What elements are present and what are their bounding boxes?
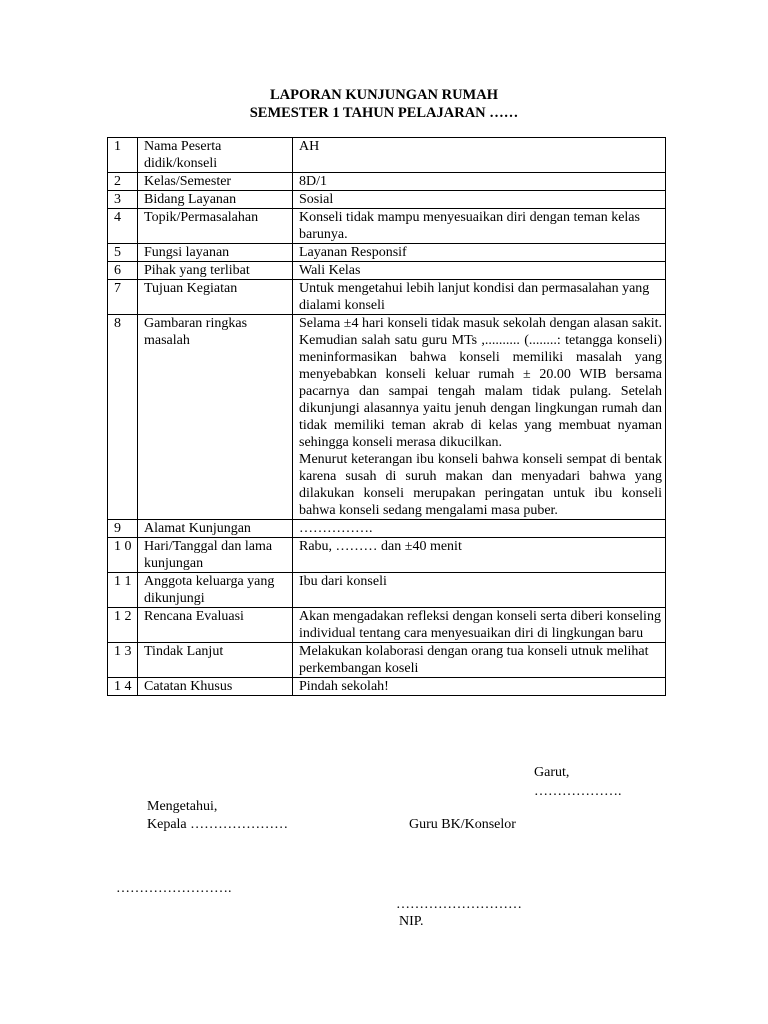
- row-number: 1 4: [108, 678, 138, 696]
- row-number: 5: [108, 244, 138, 262]
- row-number: 7: [108, 280, 138, 315]
- head-label: Kepala …………………: [147, 817, 289, 832]
- table-row: [108, 643, 666, 678]
- row-field: Alamat Kunjungan: [138, 520, 293, 538]
- row-number: 4: [108, 209, 138, 244]
- row-value: Sosial: [293, 191, 666, 209]
- row-number: 2: [108, 173, 138, 191]
- table-row: [108, 280, 666, 315]
- row-field: Topik/Permasalahan: [138, 209, 293, 244]
- table-row: [108, 244, 666, 262]
- row-value: Layanan Responsif: [293, 244, 666, 262]
- row-field: Tujuan Kegiatan: [138, 280, 293, 315]
- table-row: [108, 538, 666, 573]
- row-value: …………….: [293, 520, 666, 538]
- row-number: 1 1: [108, 573, 138, 608]
- row-field: Catatan Khusus: [138, 678, 293, 696]
- row-number: 3: [108, 191, 138, 209]
- row-value: Akan mengadakan refleksi dengan konseli serta diberi konseling individual tentang cara menyesuaikan diri di lingkungan baru: [293, 608, 666, 643]
- table-row: [108, 315, 666, 520]
- row-field: Anggota keluarga yang dikunjungi: [138, 573, 293, 608]
- table-row: [108, 573, 666, 608]
- row-value: 8D/1: [293, 173, 666, 191]
- row-number: 1: [108, 138, 138, 173]
- table-row: [108, 520, 666, 538]
- row-field: Bidang Layanan: [138, 191, 293, 209]
- row-value: [293, 315, 666, 520]
- acknowledged-label: Mengetahui,: [147, 799, 218, 814]
- report-subtitle: SEMESTER 1 TAHUN PELAJARAN ……: [249, 105, 519, 121]
- row-number: 1 2: [108, 608, 138, 643]
- report-table: [107, 137, 666, 696]
- row-field: Pihak yang terlibat: [138, 262, 293, 280]
- table-row: [108, 209, 666, 244]
- signature-place: Garut,: [534, 765, 570, 780]
- signature-date: ……………….: [534, 784, 622, 799]
- row-field: Rencana Evaluasi: [138, 608, 293, 643]
- table-row: [108, 608, 666, 643]
- row-field: Hari/Tanggal dan lama kunjungan: [138, 538, 293, 573]
- row-field: Fungsi layanan: [138, 244, 293, 262]
- table-row: [108, 678, 666, 696]
- row-number: 6: [108, 262, 138, 280]
- counselor-label: Guru BK/Konselor: [409, 817, 516, 832]
- row-value: Konseli tidak mampu menyesuaikan diri dengan teman kelas barunya.: [293, 209, 666, 244]
- table-row: [108, 138, 666, 173]
- row-field: Tindak Lanjut: [138, 643, 293, 678]
- row-value: AH: [293, 138, 666, 173]
- row-value: Untuk mengetahui lebih lanjut kondisi dan permasalahan yang dialami konseli: [293, 280, 666, 315]
- row-value: Melakukan kolaborasi dengan orang tua konseli utnuk melihat perkembangan koseli: [293, 643, 666, 678]
- table-row: [108, 191, 666, 209]
- report-title: LAPORAN KUNJUNGAN RUMAH: [270, 87, 498, 103]
- row-field: Gambaran ringkas masalah: [138, 315, 293, 520]
- problem-paragraph-1: Selama ±4 hari konseli tidak masuk sekolah dengan alasan sakit. Kemudian salah satu guru MTs ,.......... (........: tetangga konseli) meninformasikan bahwa konseli memiliki masalah yang menyebabkan konseli keluar rumah ± 20.00 WIB bersama pacarnya dan sampai tengah malam tidak pulang. Setelah dikunjungi alasannya yaitu jenuh dengan lingkungan rumah dan tidak memiliki teman akrab di kelas yang membuat nyaman sehingga konseli merasa dikucilkan.: [299, 316, 662, 450]
- counselor-name-line: ………………………: [396, 897, 522, 912]
- row-value: Ibu dari konseli: [293, 573, 666, 608]
- row-value: Pindah sekolah!: [293, 678, 666, 696]
- row-value: Wali Kelas: [293, 262, 666, 280]
- row-field: Nama Peserta didik/konseli: [138, 138, 293, 173]
- problem-paragraph-2: Menurut keterangan ibu konseli bahwa konseli sempat di bentak karena susah di suruh makan dan menyadari bahwa yang dilakukan konseli merupakan peringatan untuk ibu konseli bahwa konseli sedang mengalami masa puber.: [299, 452, 662, 518]
- row-number: 8: [108, 315, 138, 520]
- head-name-line: …………………….: [116, 881, 232, 896]
- row-number: 1 3: [108, 643, 138, 678]
- row-value: Rabu, ……… dan ±40 menit: [293, 538, 666, 573]
- table-row: [108, 173, 666, 191]
- row-number: 1 0: [108, 538, 138, 573]
- row-field: Kelas/Semester: [138, 173, 293, 191]
- nip-label: NIP.: [399, 914, 424, 929]
- row-number: 9: [108, 520, 138, 538]
- table-row: [108, 262, 666, 280]
